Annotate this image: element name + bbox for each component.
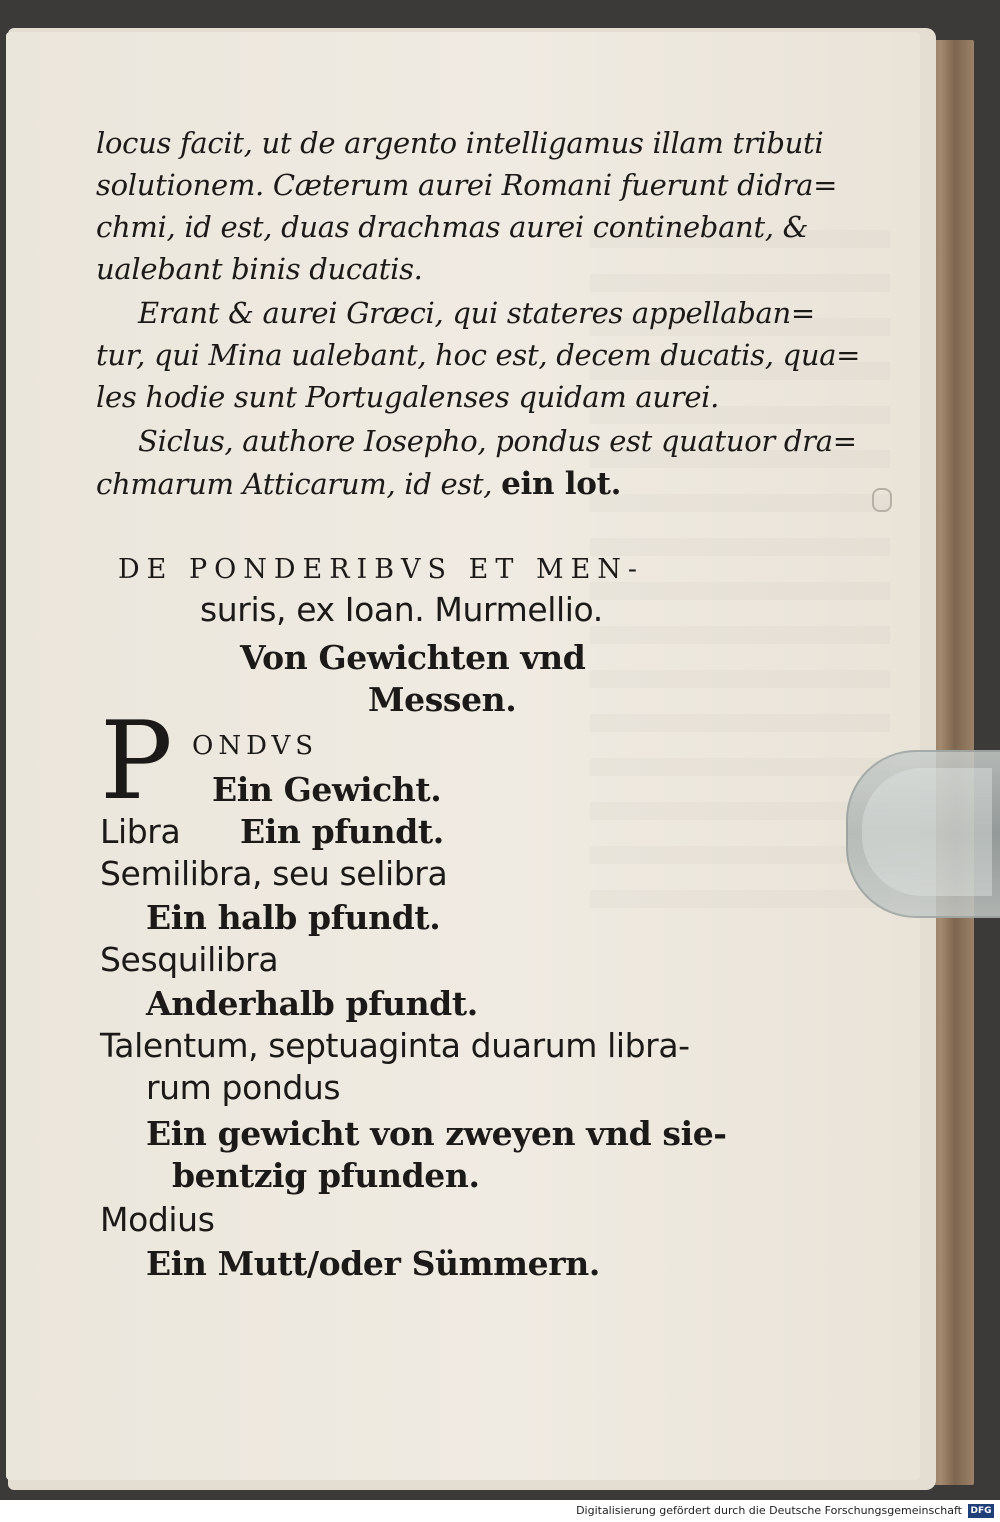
text-line-8: Siclus, authore Iosepho, pondus est quatuor dra= [138,424,857,458]
entry-libra: Libra [100,812,181,851]
entry-modius: Modius [100,1200,215,1239]
german-heading-2: Messen. [368,680,517,719]
entry-sesquilibra: Sesquilibra [100,940,279,979]
entry-sesquilibra-german: Anderhalb pfundt. [146,984,478,1023]
entry-semilibra: Semilibra, seu selibra [100,854,448,893]
entry-modius-german: Ein Mutt/oder Sümmern. [146,1244,600,1283]
entry-talentum-2: rum pondus [146,1068,341,1107]
plastic-page-clip [846,750,1000,918]
text-line-7: les hodie sunt Portugalenses quidam aurei. [96,380,720,414]
section-heading-line2: suris, ex Ioan. Murmellio. [200,590,603,629]
text-line-1: locus facit, ut de argento intelligamus illam tributi [96,126,824,160]
text-line-6: tur, qui Mina ualebant, hoc est, decem ducatis, qua= [96,338,861,372]
ein-lot: ein lot. [501,466,622,502]
section-heading: DE PONDERIBVS ET MEN- [118,554,645,585]
entry-talentum-german: Ein gewicht von zweyen vnd sie- [146,1114,727,1153]
text-line-4: ualebant binis ducatis. [96,252,423,286]
drop-cap: P [100,699,173,824]
entry-talentum: Talentum, septuaginta duarum libra- [100,1026,690,1065]
text-line-9: chmarum Atticarum, id est, ein lot. [96,466,622,502]
entry-libra-german: Ein pfundt. [240,812,444,851]
entry-semilibra-german: Ein halb pfundt. [146,898,441,937]
german-heading-1: Von Gewichten vnd [240,638,586,677]
entry-pondus-german: Ein Gewicht. [212,770,442,809]
page-hole [872,488,892,512]
text-line-2: solutionem. Cæterum aurei Romani fuerunt didra= [96,168,838,202]
text-line-5: Erant & aurei Græci, qui stateres appellaban= [138,296,815,330]
footer-bar [0,1500,1000,1522]
funding-credit: Digitalisierung gefördert durch die Deutsche Forschungsgemeinschaft [576,1504,962,1517]
entry-talentum-german-2: bentzig pfunden. [172,1156,480,1195]
dfg-logo: DFG [968,1504,994,1518]
text-line-3: chmi, id est, duas drachmas aurei continebant, & [96,210,809,244]
entry-pondus: ONDVS [192,731,319,761]
